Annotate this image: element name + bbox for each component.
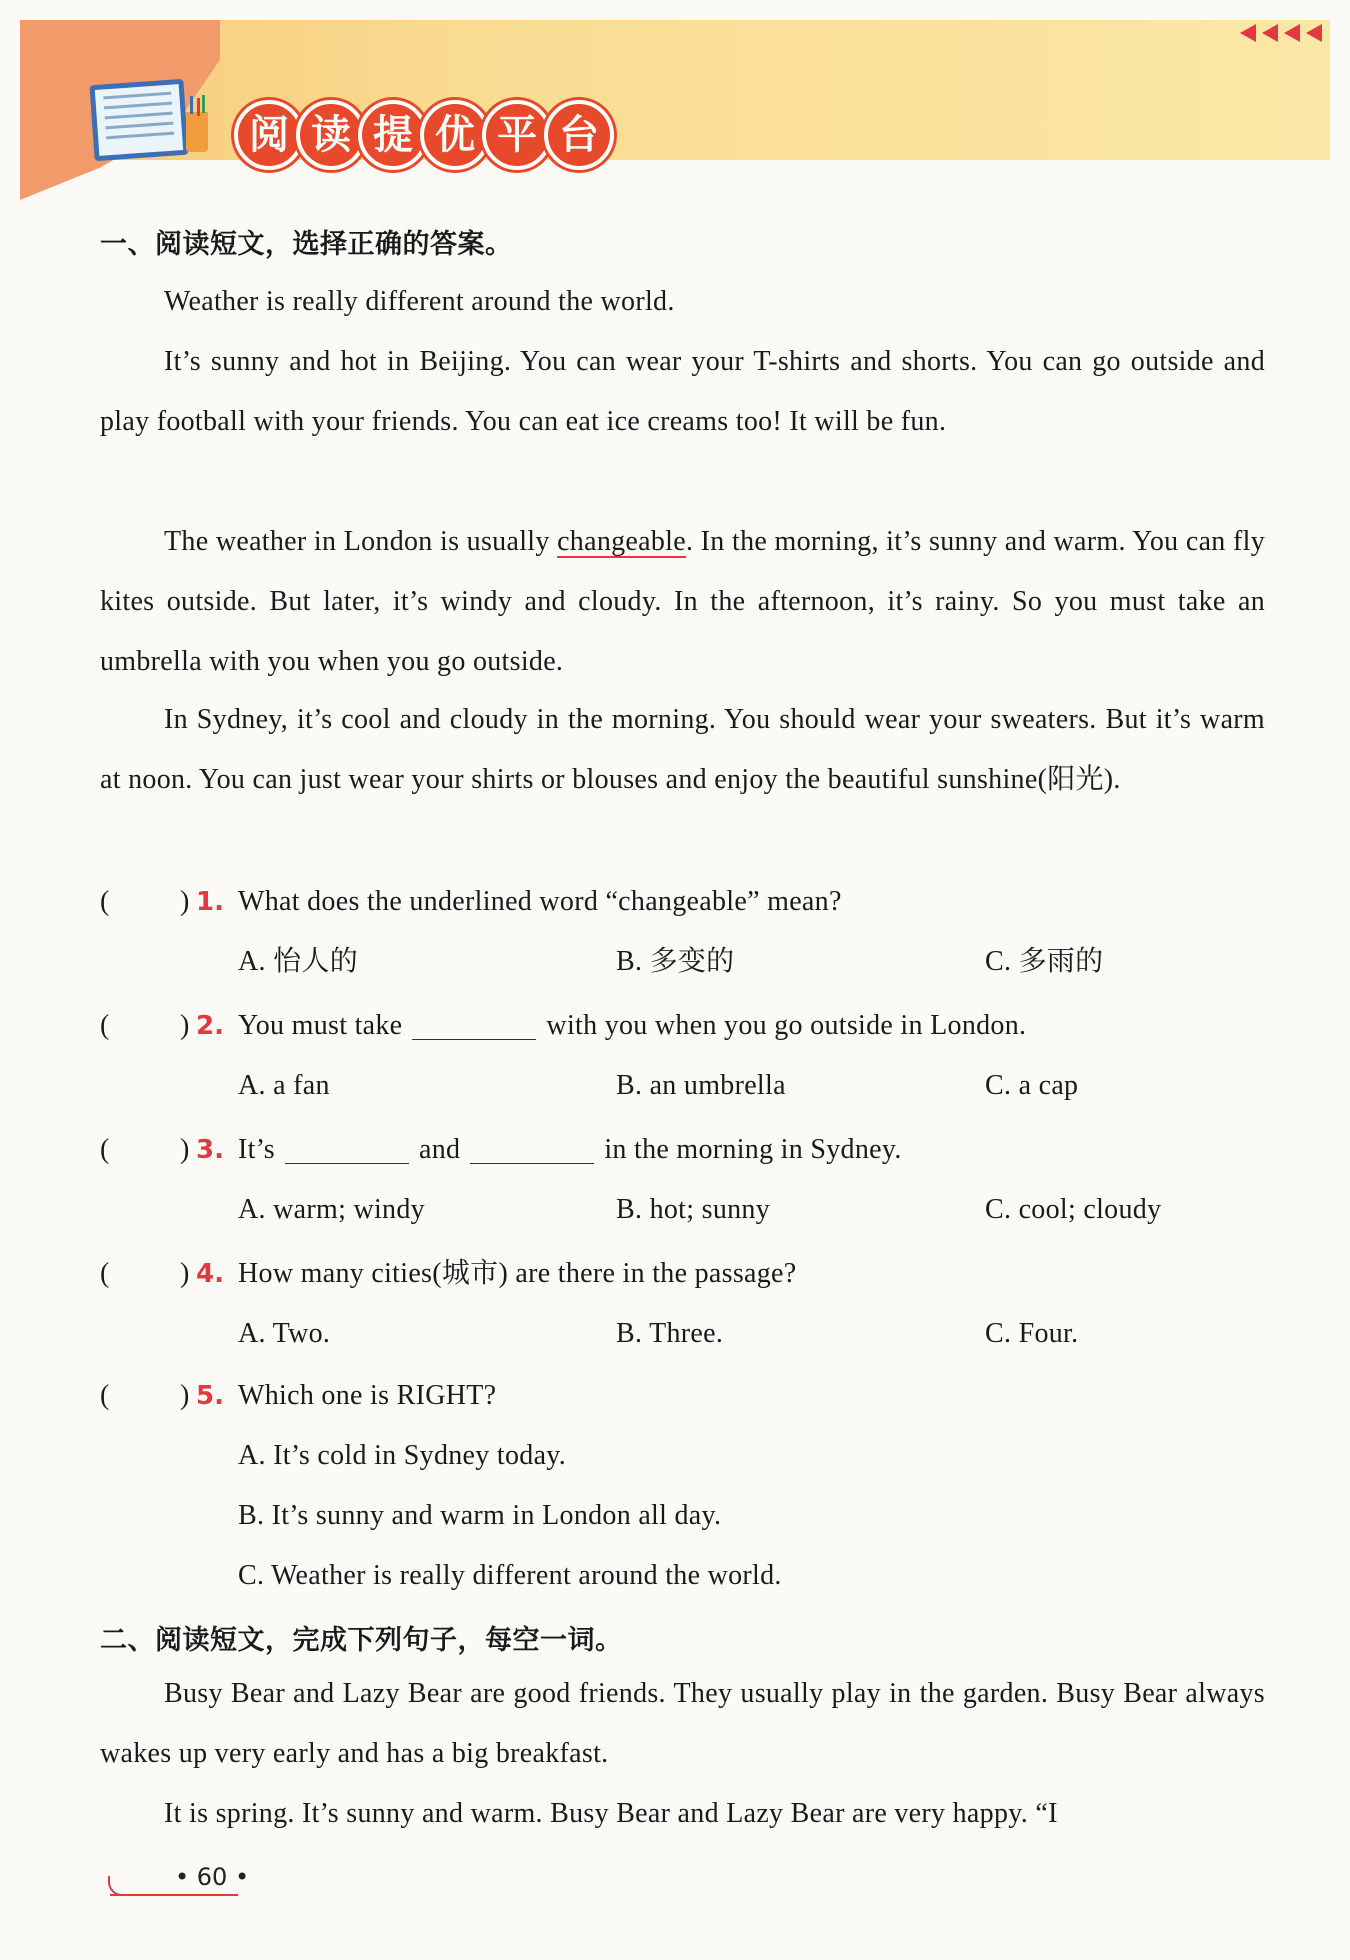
- option-b[interactable]: B. Three.: [616, 1318, 724, 1349]
- option-b[interactable]: B. hot; sunny: [616, 1194, 771, 1225]
- banner-char: 优: [420, 100, 490, 170]
- question-text: You must take with you when you go outside in London.: [238, 1010, 1027, 1041]
- question-number: 4.: [196, 1259, 224, 1289]
- banner-char: 阅: [234, 100, 304, 170]
- pencil-cup-icon: [186, 112, 208, 152]
- passage-paragraph: Weather is really different around the world.: [164, 286, 675, 317]
- answer-paren-open[interactable]: (: [100, 1134, 110, 1165]
- option-a[interactable]: A. warm; windy: [238, 1194, 425, 1225]
- answer-paren-open[interactable]: (: [100, 1380, 110, 1411]
- banner-char: 读: [296, 100, 366, 170]
- question-text: What does the underlined word “changeable” mean?: [238, 886, 842, 917]
- page-number: • 60 •: [175, 1863, 250, 1891]
- option-c[interactable]: C. a cap: [985, 1070, 1079, 1101]
- option-a[interactable]: A. Two.: [238, 1318, 331, 1349]
- banner-char: 平: [482, 100, 552, 170]
- option-c[interactable]: C. 多雨的: [985, 946, 1104, 977]
- passage-paragraph: It is spring. It’s sunny and warm. Busy Bear and Lazy Bear are very happy. “I: [164, 1798, 1058, 1829]
- question-text: How many cities(城市) are there in the passage?: [238, 1258, 797, 1289]
- screen-icon: [89, 79, 188, 161]
- passage-paragraph: In Sydney, it’s cool and cloudy in the morning. You should wear your sweaters. But it’s warm at noon. You can just wear your shirts or blouses and enjoy the beautiful sunshine(阳光).: [100, 704, 1265, 795]
- section-banner: [234, 100, 606, 170]
- answer-blank[interactable]: [285, 1133, 409, 1164]
- option-a[interactable]: A. a fan: [238, 1070, 330, 1101]
- answer-blank[interactable]: [470, 1133, 594, 1164]
- question-text: It’s and in the morning in Sydney.: [238, 1134, 902, 1165]
- left-arrow-icon: [1284, 24, 1300, 42]
- option-b[interactable]: B. 多变的: [616, 946, 735, 977]
- answer-blank[interactable]: [412, 1009, 536, 1040]
- option-b[interactable]: B. It’s sunny and warm in London all day.: [238, 1500, 722, 1531]
- answer-paren-open[interactable]: (: [100, 886, 110, 917]
- option-c[interactable]: C. cool; cloudy: [985, 1194, 1162, 1225]
- question-number: 5.: [196, 1381, 224, 1411]
- passage-paragraph: Busy Bear and Lazy Bear are good friends. They usually play in the garden. Busy Bear always wakes up very early and has a big breakfast.: [100, 1678, 1265, 1769]
- question-number: 2.: [196, 1011, 224, 1041]
- section-2-title: 二、阅读短文，完成下列句子，每空一词。: [100, 1625, 623, 1656]
- left-arrow-icon: [1240, 24, 1256, 42]
- option-a[interactable]: A. 怡人的: [238, 946, 359, 977]
- option-c[interactable]: C. Four.: [985, 1318, 1079, 1349]
- answer-paren-open[interactable]: (: [100, 1258, 110, 1289]
- question-text: Which one is RIGHT?: [238, 1380, 497, 1411]
- passage-paragraph: The weather in London is usually changeable. In the morning, it’s sunny and warm. You can fly kites outside. But later, it’s windy and cloudy. In the afternoon, it’s rainy. So you must take an umbrella with you when you go outside.: [100, 526, 1266, 677]
- option-b[interactable]: B. an umbrella: [616, 1070, 786, 1101]
- page-number-decoration: [108, 1876, 136, 1896]
- question-number: 1.: [196, 887, 224, 917]
- page-number-underline: [110, 1894, 238, 1896]
- option-c[interactable]: C. Weather is really different around the world.: [238, 1560, 782, 1591]
- left-arrow-icon: [1262, 24, 1278, 42]
- option-a[interactable]: A. It’s cold in Sydney today.: [238, 1440, 567, 1471]
- answer-paren-open[interactable]: (: [100, 1010, 110, 1041]
- passage-paragraph: It’s sunny and hot in Beijing. You can wear your T-shirts and shorts. You can go outside and play football with your friends. You can eat ice creams too! It will be fun.: [100, 346, 1265, 437]
- question-number: 3.: [196, 1135, 224, 1165]
- underlined-word: changeable: [557, 526, 686, 557]
- arrow-decoration: [1240, 24, 1322, 42]
- left-arrow-icon: [1306, 24, 1322, 42]
- banner-char: 提: [358, 100, 428, 170]
- banner-char: 台: [544, 100, 614, 170]
- section-1-title: 一、阅读短文，选择正确的答案。: [100, 229, 513, 260]
